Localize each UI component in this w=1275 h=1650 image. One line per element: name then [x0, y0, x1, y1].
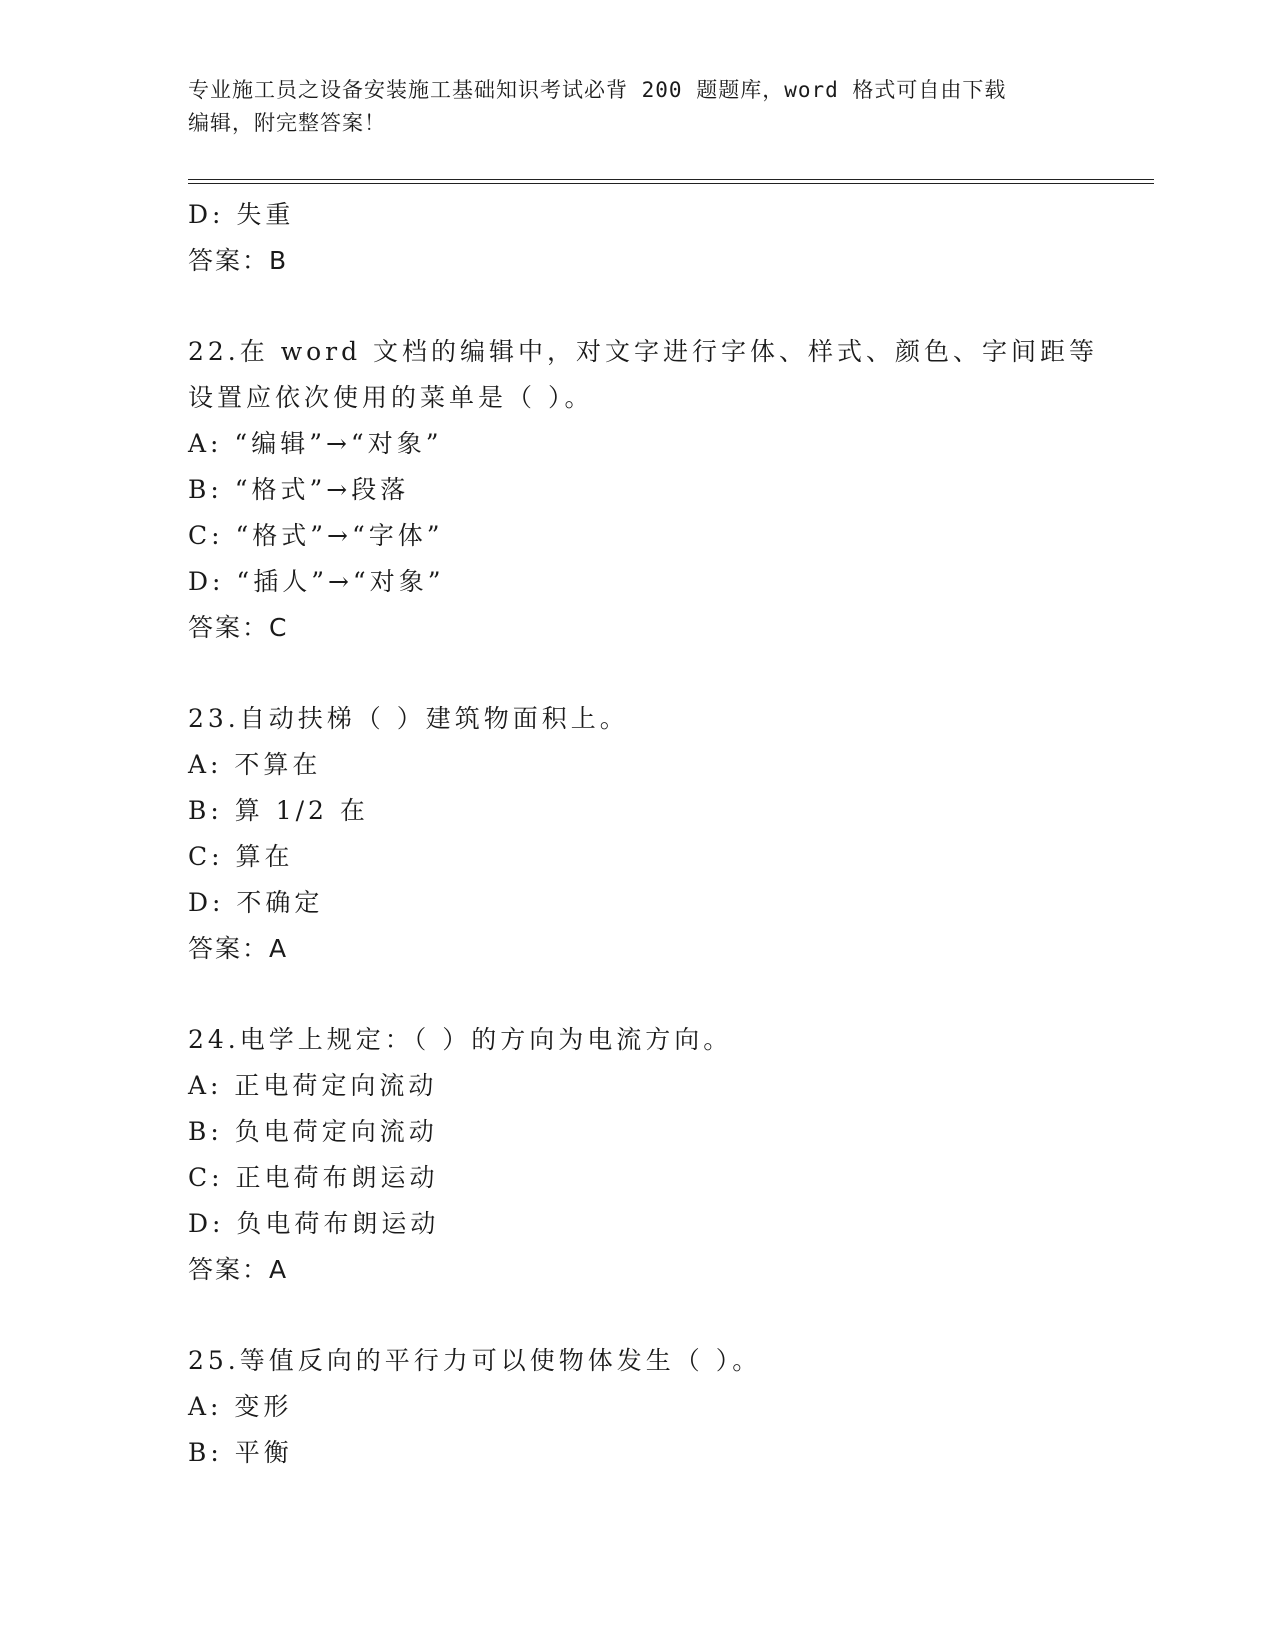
answer: 答案：C	[188, 613, 289, 642]
question-stem: 23.自动扶梯（ ）建筑物面积上。	[188, 704, 629, 733]
question-list	[188, 192, 1099, 1476]
option-c: C: “格式”→“字体”	[188, 521, 444, 550]
question-stem: 22.在 word 文档的编辑中，对文字进行字体、样式、颜色、字间距等	[188, 337, 1099, 366]
question-stem-cont: 设置应依次使用的菜单是（ ）。	[188, 383, 594, 412]
option-b: B: 平衡	[188, 1438, 293, 1467]
option-b: B: 负电荷定向流动	[188, 1117, 438, 1146]
header-divider-bottom	[188, 183, 1154, 184]
question-stem: 24.电学上规定：（ ）的方向为电流方向。	[188, 1025, 733, 1054]
option-d: D: 失重	[188, 200, 295, 229]
document-header	[188, 74, 1078, 140]
header-divider-top	[188, 179, 1154, 180]
question-22	[188, 329, 1099, 651]
option-b: B: 算 1/2 在	[188, 796, 369, 825]
header-line-1: 专业施工员之设备安装施工基础知识考试必背 200 题题库，word 格式可自由下载	[188, 78, 1007, 102]
option-a: A: 正电荷定向流动	[188, 1071, 438, 1100]
option-d: D: “插人”→“对象”	[188, 567, 445, 596]
option-a: A: 不算在	[188, 750, 322, 779]
question-25	[188, 1338, 1088, 1476]
answer: 答案：A	[188, 1255, 289, 1284]
question-stem: 25.等值反向的平行力可以使物体发生（ ）。	[188, 1346, 762, 1375]
option-a: A: 变形	[188, 1392, 293, 1421]
option-a: A: “编辑”→“对象”	[188, 429, 443, 458]
option-d: D: 负电荷布朗运动	[188, 1209, 440, 1238]
question-23	[188, 696, 1088, 972]
option-c: C: 算在	[188, 842, 294, 871]
question-24	[188, 1017, 1088, 1293]
option-b: B: “格式”→段落	[188, 475, 410, 504]
answer: 答案：A	[188, 934, 289, 963]
answer: 答案：B	[188, 246, 289, 275]
header-line-2: 编辑，附完整答案！	[188, 111, 386, 135]
option-d: D: 不确定	[188, 888, 324, 917]
option-c: C: 正电荷布朗运动	[188, 1163, 439, 1192]
